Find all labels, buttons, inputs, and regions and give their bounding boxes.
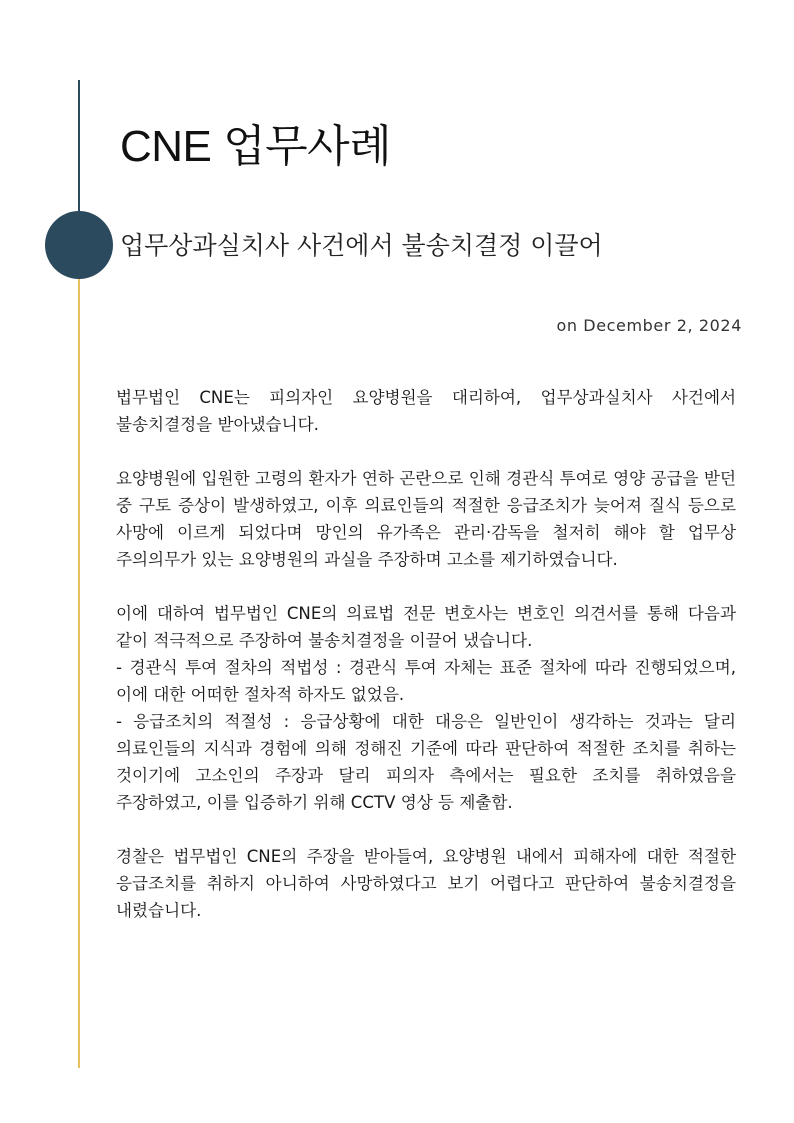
paragraph-conclusion: 경찰은 법무법인 CNE의 주장을 받아들여, 요양병원 내에서 피해자에 대한 적절한 응급조치를 취하지 아니하여 사망하였다고 보기 어렵다고 판단하여 불송치결정을 내렸습니다. — [116, 847, 736, 920]
paragraph-intro: 법무법인 CNE는 피의자인 요양병원을 대리하여, 업무상과실치사 사건에서 불송치결정을 받아냈습니다. — [116, 388, 736, 434]
paragraph-background: 요양병원에 입원한 고령의 환자가 연하 곤란으로 인해 경관식 투여로 영양 공급을 받던 중 구토 증상이 발생하였고, 이후 의료인들의 적절한 응급조치가 늦어져 질식 등으로 사망에 이르게 되었다며 망인의 유가족은 관리·감독을 철저히 해야 할 업무상 주의의무가 있는 요양병원의 과실을 주장하며 고소를 제기하였습니다. — [116, 469, 736, 569]
publish-date: on December 2, 2024 — [556, 316, 742, 335]
article-body — [116, 384, 736, 951]
timeline-circle-marker — [45, 211, 113, 279]
page-subtitle: 업무상과실치사 사건에서 불송치결정 이끌어 — [120, 231, 603, 260]
page-title: CNE 업무사례 — [120, 122, 392, 171]
paragraph-defense: 이에 대하여 법무법인 CNE의 의료법 전문 변호사는 변호인 의견서를 통해 다음과 같이 적극적으로 주장하여 불송치결정을 이끌어 냈습니다. - 경관식 투여 절차의 적법성 : 경관식 투여 자체는 표준 절차에 따라 진행되었으며, 이에 대한 어떠한 절차적 하자도 없었음. - 응급조치의 적절성 : 응급상황에 대한 대응은 일반인이 생각하는 것과는 달리 의료인들의 지식과 경험에 의해 정해진 기준에 따라 판단하여 적절한 조치를 취하는 것이기에 고소인의 주장과 달리 피의자 측에서는 필요한 조치를 취하였음을 주장하였고, 이를 입증하기 위해 CCTV 영상 등 제출함. — [116, 604, 736, 812]
timeline-line-bottom — [78, 250, 80, 1068]
